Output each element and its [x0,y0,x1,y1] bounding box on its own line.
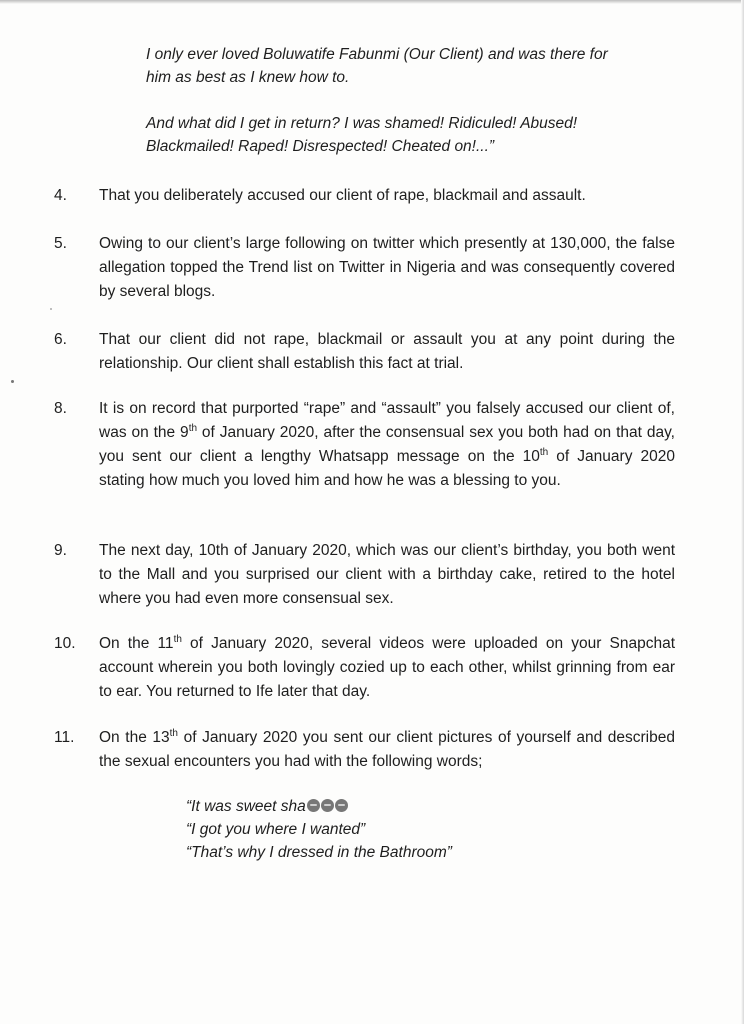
closing-quote-line-3: “That’s why I dressed in the Bathroom” [186,844,452,861]
text-run: of January 2020, after the consensual sex you both had on that day, you sent our client a lengthy Whatsapp message on the 10 [99,424,675,465]
paragraph-number: 9. [54,542,67,559]
grimace-emoji-icon [307,799,320,812]
paragraph-number: 10. [54,635,76,652]
opening-quote-2: And what did I get in return? I was shamed! Ridiculed! Abused! Blackmailed! Raped! Disrespected! Cheated on!...” [146,115,578,155]
closing-quote-line-2: “I got you where I wanted” [186,821,366,838]
paragraph-text: Owing to our client’s large following on twitter which presently at 130,000, the false allegation topped the Trend list on Twitter in Nigeria and was consequently covered by several blogs. [99,235,675,300]
paragraph-number: 11. [54,729,75,746]
grimace-emoji-icon [321,799,334,812]
text-run: On the 11 [99,635,174,652]
paragraph-number: 8. [54,400,67,417]
scan-speck [50,308,52,310]
text-run: It is on record that purported “rape” and “assault” you falsely accused our client of, was on the 9 [99,400,675,441]
paragraph-number: 5. [54,235,67,252]
paragraph-text [99,397,675,493]
paragraph-text: The next day, 10th of January 2020, which was our client’s birthday, you both went to the Mall and you surprised our client with a birthday cake, retired to the hotel where you had even more consensual sex. [99,542,675,607]
superscript: th [188,423,198,434]
paragraph-text [99,632,675,704]
paragraph-number: 4. [54,187,67,204]
text-run: On the 13 [99,729,170,746]
paragraph-text [99,726,675,774]
grimace-emoji-icon [335,799,348,812]
text-run: of January 2020, several videos were uploaded on your Snapchat account wherein you both lovingly cozied up to each other, whilst grinning from ear to ear. You returned to Ife later that day. [99,635,675,700]
paragraph-text: That you deliberately accused our client of rape, blackmail and assault. [99,187,586,204]
closing-quote-line-1 [186,796,348,818]
quote-text: “It was sweet sha [186,798,306,815]
superscript: th [539,447,549,458]
opening-quote-1: I only ever loved Boluwatife Fabunmi (Our Client) and was there for him as best as I knew how to. [146,46,608,86]
paragraph-text: That our client did not rape, blackmail or assault you at any point during the relationship. Our client shall establish this fact at trial. [99,331,675,372]
scan-speck [11,380,14,383]
superscript: th [169,728,178,739]
paragraph-number: 6. [54,331,67,348]
text-run: of January 2020 stating how much you loved him and how he was a blessing to you. [99,448,675,489]
superscript: th [173,634,182,645]
text-run: of January 2020 you sent our client pictures of yourself and described the sexual encounters you had with the following words; [99,729,675,770]
